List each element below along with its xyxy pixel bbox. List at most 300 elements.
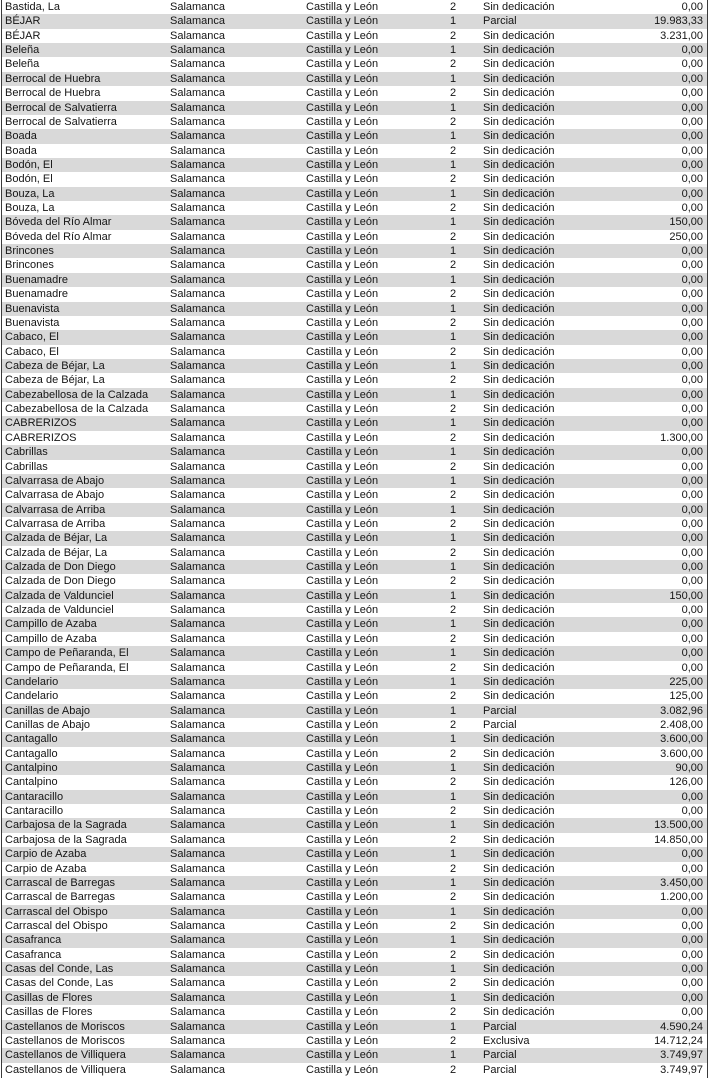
cell-numero[interactable]: 1: [449, 1020, 457, 1033]
cell-comunidad[interactable]: Castilla y León: [306, 848, 379, 861]
cell-comunidad[interactable]: Castilla y León: [306, 991, 379, 1004]
cell-comunidad[interactable]: Castilla y León: [306, 446, 379, 459]
cell-dedicacion[interactable]: Sin dedicación: [483, 575, 555, 588]
cell-municipio[interactable]: Cabeza de Béjar, La: [5, 359, 105, 372]
cell-municipio[interactable]: Canillas de Abajo: [5, 704, 91, 717]
cell-dedicacion[interactable]: Sin dedicación: [483, 920, 555, 932]
cell-importe[interactable]: 0,00: [681, 991, 703, 1004]
cell-numero[interactable]: 2: [449, 546, 457, 559]
cell-importe[interactable]: 0,00: [681, 618, 703, 631]
cell-dedicacion[interactable]: Sin dedicación: [483, 273, 555, 286]
cell-municipio[interactable]: Boada: [5, 130, 37, 143]
cell-dedicacion[interactable]: Parcial: [483, 704, 517, 717]
cell-municipio[interactable]: Campo de Peñaranda, El: [5, 661, 129, 674]
cell-municipio[interactable]: Bóveda del Río Almar: [5, 216, 112, 229]
cell-numero[interactable]: 1: [449, 589, 457, 602]
cell-dedicacion[interactable]: Sin dedicación: [483, 202, 555, 215]
cell-numero[interactable]: 2: [449, 1, 457, 13]
cell-importe[interactable]: 0,00: [681, 1, 703, 13]
cell-dedicacion[interactable]: Sin dedicación: [483, 173, 555, 186]
cell-importe[interactable]: 3.600,00: [660, 747, 703, 760]
cell-importe[interactable]: 0,00: [681, 546, 703, 559]
cell-dedicacion[interactable]: Sin dedicación: [483, 72, 555, 85]
cell-numero[interactable]: 2: [449, 805, 457, 818]
cell-dedicacion[interactable]: Sin dedicación: [483, 29, 555, 42]
cell-municipio[interactable]: Carrascal de Barregas: [5, 876, 116, 889]
cell-municipio[interactable]: Brincones: [5, 245, 54, 258]
cell-numero[interactable]: 1: [449, 273, 457, 286]
cell-municipio[interactable]: Bodón, El: [5, 173, 53, 186]
cell-importe[interactable]: 19.983,33: [654, 15, 703, 28]
cell-dedicacion[interactable]: Parcial: [483, 1049, 517, 1062]
cell-comunidad[interactable]: Castilla y León: [306, 1006, 379, 1019]
cell-municipio[interactable]: Cabezabellosa de la Calzada: [5, 388, 149, 401]
cell-dedicacion[interactable]: Sin dedicación: [483, 489, 555, 502]
cell-numero[interactable]: 2: [449, 1063, 457, 1076]
cell-numero[interactable]: 2: [449, 833, 457, 846]
cell-dedicacion[interactable]: Sin dedicación: [483, 805, 555, 818]
cell-provincia[interactable]: Salamanca: [170, 101, 226, 114]
cell-numero[interactable]: 2: [449, 661, 457, 674]
cell-dedicacion[interactable]: Sin dedicación: [483, 589, 555, 602]
cell-dedicacion[interactable]: Sin dedicación: [483, 216, 555, 229]
cell-importe[interactable]: 0,00: [681, 72, 703, 85]
cell-numero[interactable]: 1: [449, 101, 457, 114]
cell-importe[interactable]: 0,00: [681, 489, 703, 502]
cell-importe[interactable]: 0,00: [681, 417, 703, 430]
cell-numero[interactable]: 1: [449, 905, 457, 918]
cell-numero[interactable]: 2: [449, 977, 457, 990]
cell-provincia[interactable]: Salamanca: [170, 618, 226, 631]
cell-importe[interactable]: 0,00: [681, 302, 703, 315]
cell-provincia[interactable]: Salamanca: [170, 144, 226, 157]
cell-importe[interactable]: 1.200,00: [660, 891, 703, 904]
cell-provincia[interactable]: Salamanca: [170, 489, 226, 502]
cell-numero[interactable]: 1: [449, 130, 457, 143]
cell-numero[interactable]: 1: [449, 647, 457, 660]
cell-importe[interactable]: 0,00: [681, 158, 703, 171]
cell-comunidad[interactable]: Castilla y León: [306, 833, 379, 846]
cell-comunidad[interactable]: Castilla y León: [306, 790, 379, 803]
cell-comunidad[interactable]: Castilla y León: [306, 374, 379, 387]
cell-numero[interactable]: 1: [449, 417, 457, 430]
cell-numero[interactable]: 2: [449, 316, 457, 329]
cell-municipio[interactable]: Cabrillas: [5, 460, 48, 473]
cell-comunidad[interactable]: Castilla y León: [306, 977, 379, 990]
cell-comunidad[interactable]: Castilla y León: [306, 72, 379, 85]
cell-importe[interactable]: 0,00: [681, 173, 703, 186]
cell-dedicacion[interactable]: Sin dedicación: [483, 675, 555, 688]
cell-dedicacion[interactable]: Sin dedicación: [483, 187, 555, 200]
cell-dedicacion[interactable]: Sin dedicación: [483, 87, 555, 100]
cell-municipio[interactable]: Campo de Peñaranda, El: [5, 647, 129, 660]
cell-comunidad[interactable]: Castilla y León: [306, 675, 379, 688]
cell-dedicacion[interactable]: Sin dedicación: [483, 58, 555, 71]
cell-comunidad[interactable]: Castilla y León: [306, 876, 379, 889]
cell-comunidad[interactable]: Castilla y León: [306, 1063, 379, 1076]
cell-numero[interactable]: 1: [449, 72, 457, 85]
cell-dedicacion[interactable]: Parcial: [483, 718, 517, 731]
cell-numero[interactable]: 1: [449, 44, 457, 57]
cell-importe[interactable]: 0,00: [681, 848, 703, 861]
cell-numero[interactable]: 2: [449, 87, 457, 100]
cell-provincia[interactable]: Salamanca: [170, 1049, 226, 1062]
cell-numero[interactable]: 1: [449, 216, 457, 229]
cell-provincia[interactable]: Salamanca: [170, 259, 226, 272]
cell-provincia[interactable]: Salamanca: [170, 920, 226, 932]
cell-comunidad[interactable]: Castilla y León: [306, 359, 379, 372]
cell-municipio[interactable]: BÉJAR: [5, 15, 41, 28]
cell-municipio[interactable]: Calvarrasa de Arriba: [5, 517, 106, 530]
cell-provincia[interactable]: Salamanca: [170, 316, 226, 329]
cell-importe[interactable]: 14.850,00: [654, 833, 703, 846]
cell-dedicacion[interactable]: Sin dedicación: [483, 517, 555, 530]
cell-provincia[interactable]: Salamanca: [170, 115, 226, 128]
cell-numero[interactable]: 2: [449, 173, 457, 186]
cell-municipio[interactable]: Castellanos de Moriscos: [5, 1034, 125, 1047]
cell-dedicacion[interactable]: Sin dedicación: [483, 101, 555, 114]
cell-provincia[interactable]: Salamanca: [170, 661, 226, 674]
cell-importe[interactable]: 14.712,24: [654, 1034, 703, 1047]
cell-numero[interactable]: 2: [449, 29, 457, 42]
cell-importe[interactable]: 0,00: [681, 273, 703, 286]
cell-importe[interactable]: 0,00: [681, 948, 703, 961]
cell-municipio[interactable]: Carrascal de Barregas: [5, 891, 116, 904]
cell-dedicacion[interactable]: Sin dedicación: [483, 417, 555, 430]
cell-provincia[interactable]: Salamanca: [170, 403, 226, 416]
cell-dedicacion[interactable]: Sin dedicación: [483, 474, 555, 487]
cell-numero[interactable]: 2: [449, 891, 457, 904]
cell-numero[interactable]: 2: [449, 58, 457, 71]
cell-importe[interactable]: 0,00: [681, 259, 703, 272]
cell-municipio[interactable]: Carrascal del Obispo: [5, 920, 108, 932]
cell-importe[interactable]: 3.749,97: [660, 1049, 703, 1062]
cell-municipio[interactable]: Calzada de Béjar, La: [5, 532, 108, 545]
cell-comunidad[interactable]: Castilla y León: [306, 345, 379, 358]
cell-comunidad[interactable]: Castilla y León: [306, 905, 379, 918]
cell-dedicacion[interactable]: Parcial: [483, 15, 517, 28]
cell-dedicacion[interactable]: Sin dedicación: [483, 460, 555, 473]
cell-dedicacion[interactable]: Sin dedicación: [483, 833, 555, 846]
cell-comunidad[interactable]: Castilla y León: [306, 388, 379, 401]
cell-importe[interactable]: 0,00: [681, 632, 703, 645]
cell-importe[interactable]: 0,00: [681, 934, 703, 947]
cell-provincia[interactable]: Salamanca: [170, 589, 226, 602]
cell-importe[interactable]: 0,00: [681, 532, 703, 545]
cell-numero[interactable]: 1: [449, 1049, 457, 1062]
cell-importe[interactable]: 0,00: [681, 474, 703, 487]
cell-numero[interactable]: 2: [449, 202, 457, 215]
cell-provincia[interactable]: Salamanca: [170, 776, 226, 789]
cell-provincia[interactable]: Salamanca: [170, 733, 226, 746]
cell-comunidad[interactable]: Castilla y León: [306, 604, 379, 617]
cell-numero[interactable]: 2: [449, 115, 457, 128]
cell-dedicacion[interactable]: Parcial: [483, 1020, 517, 1033]
cell-numero[interactable]: 1: [449, 819, 457, 832]
cell-importe[interactable]: 0,00: [681, 647, 703, 660]
cell-municipio[interactable]: Calzada de Béjar, La: [5, 546, 108, 559]
cell-comunidad[interactable]: Castilla y León: [306, 44, 379, 57]
cell-comunidad[interactable]: Castilla y León: [306, 216, 379, 229]
cell-numero[interactable]: 2: [449, 747, 457, 760]
cell-comunidad[interactable]: Castilla y León: [306, 948, 379, 961]
cell-numero[interactable]: 2: [449, 431, 457, 444]
cell-dedicacion[interactable]: Sin dedicación: [483, 934, 555, 947]
cell-importe[interactable]: 225,00: [669, 675, 703, 688]
cell-numero[interactable]: 2: [449, 489, 457, 502]
cell-importe[interactable]: 3.600,00: [660, 733, 703, 746]
cell-municipio[interactable]: Castellanos de Villiquera: [5, 1049, 126, 1062]
cell-numero[interactable]: 2: [449, 862, 457, 875]
cell-comunidad[interactable]: Castilla y León: [306, 158, 379, 171]
cell-provincia[interactable]: Salamanca: [170, 460, 226, 473]
cell-dedicacion[interactable]: Sin dedicación: [483, 316, 555, 329]
cell-comunidad[interactable]: Castilla y León: [306, 1, 379, 13]
cell-dedicacion[interactable]: Sin dedicación: [483, 115, 555, 128]
cell-importe[interactable]: 0,00: [681, 661, 703, 674]
cell-numero[interactable]: 1: [449, 532, 457, 545]
cell-comunidad[interactable]: Castilla y León: [306, 690, 379, 703]
cell-numero[interactable]: 2: [449, 460, 457, 473]
cell-numero[interactable]: 1: [449, 15, 457, 28]
cell-numero[interactable]: 2: [449, 345, 457, 358]
cell-dedicacion[interactable]: Sin dedicación: [483, 374, 555, 387]
cell-dedicacion[interactable]: Sin dedicación: [483, 359, 555, 372]
cell-provincia[interactable]: Salamanca: [170, 474, 226, 487]
cell-municipio[interactable]: Berrocal de Salvatierra: [5, 101, 117, 114]
cell-comunidad[interactable]: Castilla y León: [306, 632, 379, 645]
cell-comunidad[interactable]: Castilla y León: [306, 316, 379, 329]
cell-municipio[interactable]: Campillo de Azaba: [5, 618, 97, 631]
cell-importe[interactable]: 3.231,00: [660, 29, 703, 42]
cell-comunidad[interactable]: Castilla y León: [306, 718, 379, 731]
cell-provincia[interactable]: Salamanca: [170, 647, 226, 660]
cell-importe[interactable]: 0,00: [681, 805, 703, 818]
cell-comunidad[interactable]: Castilla y León: [306, 29, 379, 42]
cell-dedicacion[interactable]: Sin dedicación: [483, 819, 555, 832]
cell-municipio[interactable]: Carbajosa de la Sagrada: [5, 833, 127, 846]
cell-provincia[interactable]: Salamanca: [170, 905, 226, 918]
cell-importe[interactable]: 0,00: [681, 388, 703, 401]
cell-dedicacion[interactable]: Sin dedicación: [483, 388, 555, 401]
cell-municipio[interactable]: Buenamadre: [5, 288, 68, 301]
cell-dedicacion[interactable]: Sin dedicación: [483, 977, 555, 990]
cell-dedicacion[interactable]: Parcial: [483, 1063, 517, 1076]
cell-provincia[interactable]: Salamanca: [170, 1020, 226, 1033]
cell-municipio[interactable]: Cabezabellosa de la Calzada: [5, 403, 149, 416]
cell-dedicacion[interactable]: Sin dedicación: [483, 403, 555, 416]
cell-dedicacion[interactable]: Sin dedicación: [483, 245, 555, 258]
cell-importe[interactable]: 0,00: [681, 460, 703, 473]
cell-importe[interactable]: 126,00: [669, 776, 703, 789]
cell-municipio[interactable]: Calzada de Don Diego: [5, 575, 116, 588]
cell-importe[interactable]: 0,00: [681, 245, 703, 258]
cell-municipio[interactable]: Buenavista: [5, 316, 60, 329]
cell-numero[interactable]: 1: [449, 331, 457, 344]
cell-comunidad[interactable]: Castilla y León: [306, 58, 379, 71]
cell-municipio[interactable]: CABRERIZOS: [5, 431, 77, 444]
cell-comunidad[interactable]: Castilla y León: [306, 819, 379, 832]
cell-numero[interactable]: 1: [449, 158, 457, 171]
cell-provincia[interactable]: Salamanca: [170, 417, 226, 430]
cell-importe[interactable]: 0,00: [681, 862, 703, 875]
cell-importe[interactable]: 125,00: [669, 690, 703, 703]
cell-comunidad[interactable]: Castilla y León: [306, 546, 379, 559]
cell-importe[interactable]: 0,00: [681, 345, 703, 358]
cell-municipio[interactable]: Bastida, La: [5, 1, 61, 13]
cell-numero[interactable]: 2: [449, 144, 457, 157]
cell-provincia[interactable]: Salamanca: [170, 187, 226, 200]
cell-numero[interactable]: 2: [449, 1034, 457, 1047]
cell-comunidad[interactable]: Castilla y León: [306, 115, 379, 128]
cell-comunidad[interactable]: Castilla y León: [306, 474, 379, 487]
cell-dedicacion[interactable]: Sin dedicación: [483, 431, 555, 444]
cell-municipio[interactable]: Berrocal de Huebra: [5, 87, 101, 100]
cell-comunidad[interactable]: Castilla y León: [306, 331, 379, 344]
cell-dedicacion[interactable]: Sin dedicación: [483, 991, 555, 1004]
cell-importe[interactable]: 0,00: [681, 790, 703, 803]
cell-importe[interactable]: 90,00: [675, 762, 703, 775]
cell-dedicacion[interactable]: Sin dedicación: [483, 288, 555, 301]
cell-dedicacion[interactable]: Sin dedicación: [483, 661, 555, 674]
cell-numero[interactable]: 2: [449, 948, 457, 961]
cell-comunidad[interactable]: Castilla y León: [306, 963, 379, 976]
cell-comunidad[interactable]: Castilla y León: [306, 245, 379, 258]
cell-importe[interactable]: 0,00: [681, 130, 703, 143]
cell-importe[interactable]: 13.500,00: [654, 819, 703, 832]
cell-comunidad[interactable]: Castilla y León: [306, 403, 379, 416]
cell-numero[interactable]: 1: [449, 245, 457, 258]
cell-numero[interactable]: 2: [449, 517, 457, 530]
cell-importe[interactable]: 3.082,96: [660, 704, 703, 717]
cell-provincia[interactable]: Salamanca: [170, 503, 226, 516]
cell-comunidad[interactable]: Castilla y León: [306, 862, 379, 875]
cell-provincia[interactable]: Salamanca: [170, 517, 226, 530]
cell-importe[interactable]: 0,00: [681, 87, 703, 100]
cell-importe[interactable]: 0,00: [681, 1006, 703, 1019]
cell-dedicacion[interactable]: Sin dedicación: [483, 331, 555, 344]
cell-provincia[interactable]: Salamanca: [170, 446, 226, 459]
cell-comunidad[interactable]: Castilla y León: [306, 144, 379, 157]
cell-numero[interactable]: 1: [449, 618, 457, 631]
cell-comunidad[interactable]: Castilla y León: [306, 920, 379, 932]
cell-dedicacion[interactable]: Sin dedicación: [483, 963, 555, 976]
cell-provincia[interactable]: Salamanca: [170, 790, 226, 803]
cell-municipio[interactable]: CABRERIZOS: [5, 417, 77, 430]
cell-numero[interactable]: 1: [449, 675, 457, 688]
cell-dedicacion[interactable]: Sin dedicación: [483, 891, 555, 904]
cell-importe[interactable]: 0,00: [681, 202, 703, 215]
cell-comunidad[interactable]: Castilla y León: [306, 1034, 379, 1047]
cell-municipio[interactable]: Cabaco, El: [5, 345, 59, 358]
cell-municipio[interactable]: Bouza, La: [5, 202, 55, 215]
cell-numero[interactable]: 1: [449, 302, 457, 315]
cell-comunidad[interactable]: Castilla y León: [306, 891, 379, 904]
cell-importe[interactable]: 4.590,24: [660, 1020, 703, 1033]
cell-comunidad[interactable]: Castilla y León: [306, 805, 379, 818]
cell-comunidad[interactable]: Castilla y León: [306, 776, 379, 789]
cell-comunidad[interactable]: Castilla y León: [306, 431, 379, 444]
cell-importe[interactable]: 150,00: [669, 216, 703, 229]
cell-municipio[interactable]: Canillas de Abajo: [5, 718, 91, 731]
cell-municipio[interactable]: Cantagallo: [5, 747, 58, 760]
cell-comunidad[interactable]: Castilla y León: [306, 417, 379, 430]
cell-comunidad[interactable]: Castilla y León: [306, 934, 379, 947]
cell-municipio[interactable]: Castellanos de Villiquera: [5, 1063, 126, 1076]
cell-municipio[interactable]: Candelario: [5, 690, 59, 703]
cell-importe[interactable]: 0,00: [681, 316, 703, 329]
cell-dedicacion[interactable]: Sin dedicación: [483, 503, 555, 516]
cell-provincia[interactable]: Salamanca: [170, 833, 226, 846]
cell-provincia[interactable]: Salamanca: [170, 230, 226, 243]
cell-importe[interactable]: 0,00: [681, 561, 703, 574]
cell-dedicacion[interactable]: Sin dedicación: [483, 618, 555, 631]
cell-provincia[interactable]: Salamanca: [170, 431, 226, 444]
cell-dedicacion[interactable]: Sin dedicación: [483, 532, 555, 545]
cell-importe[interactable]: 2.408,00: [660, 718, 703, 731]
cell-numero[interactable]: 2: [449, 920, 457, 932]
cell-municipio[interactable]: Buenamadre: [5, 273, 68, 286]
cell-numero[interactable]: 2: [449, 230, 457, 243]
cell-municipio[interactable]: Bodón, El: [5, 158, 53, 171]
cell-provincia[interactable]: Salamanca: [170, 1006, 226, 1019]
cell-municipio[interactable]: Casas del Conde, Las: [5, 977, 114, 990]
cell-municipio[interactable]: Cabrillas: [5, 446, 48, 459]
cell-provincia[interactable]: Salamanca: [170, 704, 226, 717]
cell-numero[interactable]: 2: [449, 1006, 457, 1019]
cell-provincia[interactable]: Salamanca: [170, 374, 226, 387]
cell-numero[interactable]: 2: [449, 690, 457, 703]
cell-provincia[interactable]: Salamanca: [170, 216, 226, 229]
cell-numero[interactable]: 2: [449, 776, 457, 789]
cell-dedicacion[interactable]: Sin dedicación: [483, 647, 555, 660]
cell-municipio[interactable]: Carpio de Azaba: [5, 862, 87, 875]
cell-provincia[interactable]: Salamanca: [170, 891, 226, 904]
cell-provincia[interactable]: Salamanca: [170, 977, 226, 990]
cell-numero[interactable]: 1: [449, 388, 457, 401]
cell-municipio[interactable]: Cantalpino: [5, 776, 58, 789]
cell-dedicacion[interactable]: Sin dedicación: [483, 144, 555, 157]
cell-dedicacion[interactable]: Sin dedicación: [483, 130, 555, 143]
cell-provincia[interactable]: Salamanca: [170, 1034, 226, 1047]
cell-provincia[interactable]: Salamanca: [170, 29, 226, 42]
cell-dedicacion[interactable]: Sin dedicación: [483, 302, 555, 315]
cell-provincia[interactable]: Salamanca: [170, 1063, 226, 1076]
cell-provincia[interactable]: Salamanca: [170, 604, 226, 617]
cell-comunidad[interactable]: Castilla y León: [306, 1049, 379, 1062]
cell-provincia[interactable]: Salamanca: [170, 273, 226, 286]
cell-provincia[interactable]: Salamanca: [170, 388, 226, 401]
cell-importe[interactable]: 0,00: [681, 115, 703, 128]
cell-provincia[interactable]: Salamanca: [170, 805, 226, 818]
cell-dedicacion[interactable]: Sin dedicación: [483, 561, 555, 574]
cell-municipio[interactable]: Calzada de Don Diego: [5, 561, 116, 574]
cell-importe[interactable]: 0,00: [681, 604, 703, 617]
cell-importe[interactable]: 0,00: [681, 288, 703, 301]
cell-importe[interactable]: 0,00: [681, 503, 703, 516]
cell-numero[interactable]: 1: [449, 991, 457, 1004]
cell-dedicacion[interactable]: Sin dedicación: [483, 862, 555, 875]
cell-provincia[interactable]: Salamanca: [170, 848, 226, 861]
cell-comunidad[interactable]: Castilla y León: [306, 561, 379, 574]
cell-importe[interactable]: 0,00: [681, 331, 703, 344]
cell-municipio[interactable]: Casillas de Flores: [5, 1006, 93, 1019]
cell-comunidad[interactable]: Castilla y León: [306, 575, 379, 588]
cell-dedicacion[interactable]: Sin dedicación: [483, 876, 555, 889]
cell-importe[interactable]: 0,00: [681, 359, 703, 372]
cell-dedicacion[interactable]: Sin dedicación: [483, 848, 555, 861]
cell-importe[interactable]: 250,00: [669, 230, 703, 243]
